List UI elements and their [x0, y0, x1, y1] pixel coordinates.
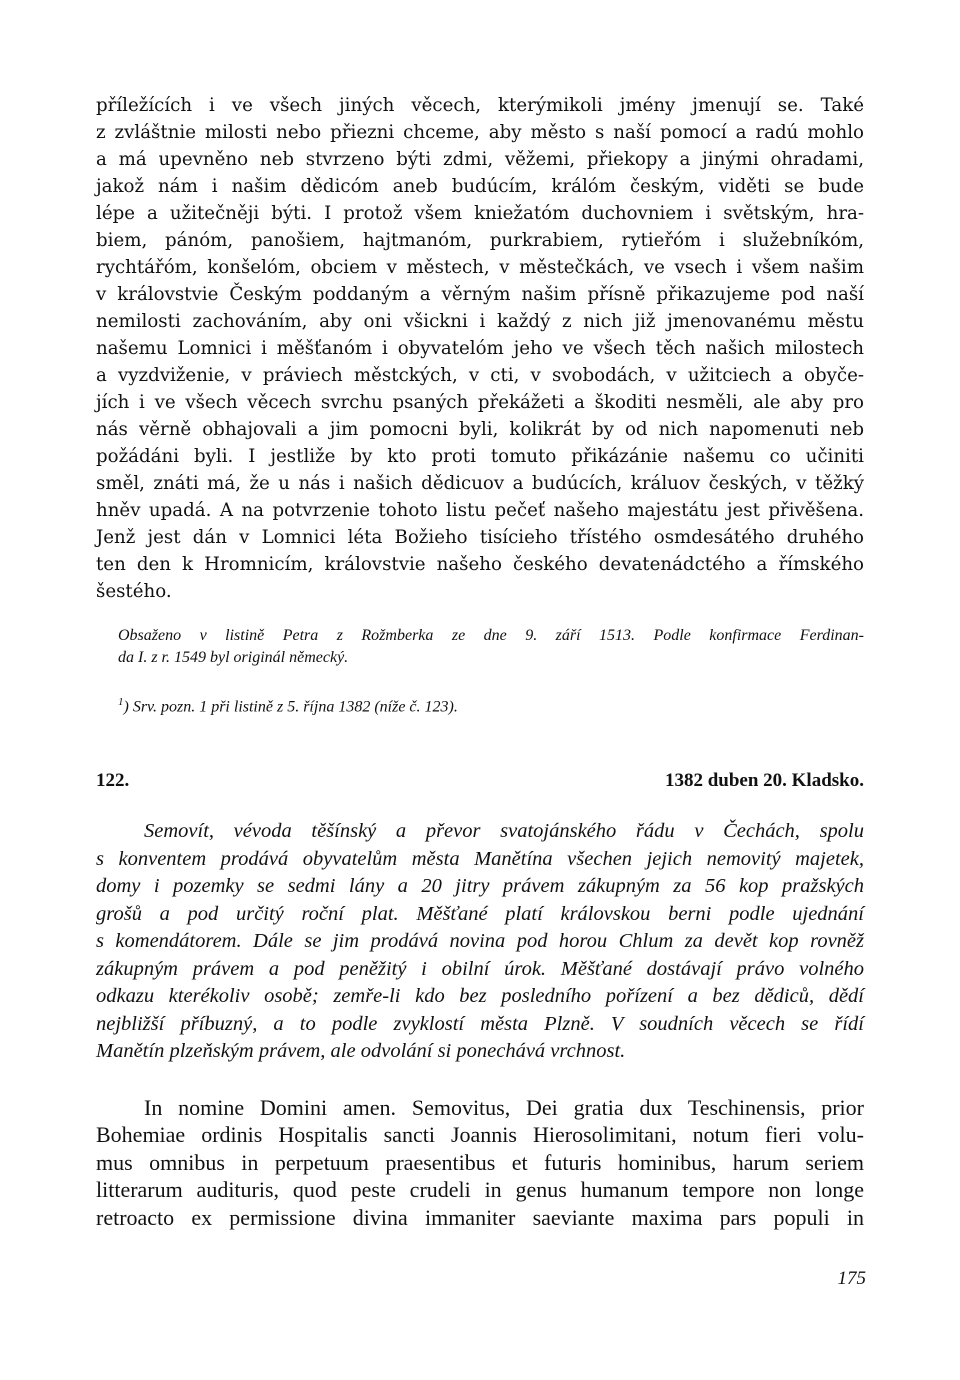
- text-line: jakož nám i našim dědicóm aneb budúcím, králóm českým, viděti se bude: [96, 176, 864, 197]
- document-heading: [96, 770, 864, 792]
- text-line: požádáni byli. I jestliže by kto proti tomuto přikázánie našemu co učiniti: [96, 446, 864, 467]
- text-line: a vyzdviženie, v práviech městckých, v cti, v svobodách, v užitciech a obyče-: [96, 365, 864, 386]
- text-line: biem, pánóm, panošiem, hajtmanóm, purkrabiem, rytieřóm i služebníkóm,: [96, 230, 864, 251]
- document-number: 122.: [96, 770, 130, 792]
- latin-line: Bohemiae ordinis Hospitalis sancti Joannis Hierosolimitani, notum fieri volu-: [96, 1122, 864, 1148]
- latin-charter-text: [96, 1094, 864, 1232]
- text-line: jích i ve všech věcech svrchu psaných překážeti a škoditi nesměli, ale aby pro: [96, 392, 864, 413]
- regest-line: zákupným právem a pod peněžitý i obilní úrok. Měšťané dostávají právo volného: [96, 957, 864, 980]
- note-line: Obsaženo v listině Petra z Rožmberka ze dne 9. září 1513. Podle konfirmace Ferdinan-: [118, 627, 864, 644]
- latin-line: In nomine Domini amen. Semovitus, Dei gratia dux Teschinensis, prior: [144, 1094, 864, 1120]
- text-line: příležících i ve všech jiných věcech, kterýmikoli jmény jmenují se. Také: [96, 95, 864, 116]
- text-line: nás věrně obhajovali a jim pomocni byli, kolikrát by od nich napomenuti neb: [96, 419, 864, 440]
- text-line: z zvláštnie milosti nebo přiezni chceme, aby město s naší pomocí a radú mohlo: [96, 122, 864, 143]
- footnote-text: ) Srv. pozn. 1 při listině z 5. října 1382 (níže č. 123).: [123, 698, 458, 716]
- regest-line: s konventem prodává obyvatelům města Manětína všechen jejich nemovitý majetek,: [96, 847, 864, 870]
- footnote-marker: 1: [118, 696, 124, 708]
- text-line: ten den k Hromnicím, královstvie našeho českého devatenádctého a římského: [96, 554, 864, 575]
- regest: [96, 818, 864, 1066]
- text-line: šestého.: [96, 581, 172, 602]
- text-line: našemu Lomnici i měšťanóm i obyvatelóm jeho ve všech těch našich milostech: [96, 338, 864, 359]
- text-line: rychtářóm, konšelóm, obciem v městech, v městečkách, ve vsech i všem našim: [96, 257, 864, 278]
- latin-line: litterarum audituris, quod peste crudeli in genus humanum tempore non longe: [96, 1177, 864, 1203]
- regest-line: s komendátorem. Dále se jim prodává novina pod horou Chlum za devět kop rovněž: [96, 930, 864, 953]
- regest-line: Semovít, vévoda těšínský a převor svatojánského řádu v Čechách, spolu: [144, 820, 864, 843]
- regest-line: nejbližší příbuzný, a to podle zvyklostí města Plzně. V soudních věcech se řídí: [96, 1012, 864, 1035]
- regest-line: domy i pozemky se sedmi lány a 20 jitry právem zákupným za 56 kop pražských: [96, 875, 864, 898]
- text-line: lépe a užitečněji býti. I protož všem kniežatóm duchovniem i světským, hra-: [96, 203, 864, 224]
- document-date-place: 1382 duben 20. Kladsko.: [664, 770, 864, 792]
- footnote: [118, 691, 864, 718]
- text-line: hněv upadá. A na potvrzenie tohoto listu pečeť našeho majestátu jest přivěšena.: [96, 500, 864, 521]
- text-line: nemilosti zachováním, aby oni všickni i každý z nich již jmenovanému městu: [96, 311, 864, 332]
- text-line: v královstvie Českým poddaným a věrným našim přísně přikazujeme pod naší: [96, 284, 864, 305]
- text-line: směl, znáti má, že u nás i našich dědicuov a budúcích, králuov českých, v těžký: [96, 473, 864, 494]
- source-note: [118, 625, 864, 669]
- page-content: [96, 92, 864, 1231]
- latin-line: retroacto ex permissione divina immaniter saeviante maxima pars populi in: [96, 1204, 864, 1230]
- regest-line: odkazu kterékoliv osobě; zemře-li kdo bez posledního pořízení a bez dědiců, dědí: [96, 985, 864, 1008]
- latin-line: mus omnibus in perpetuum praesentibus et futuris hominibus, harum seriem: [96, 1149, 864, 1175]
- note-line: da I. z r. 1549 byl originál německý.: [118, 649, 349, 666]
- text-line: Jenž jest dán v Lomnici léta Božieho tisícieho třístého osmdesátého druhého: [96, 527, 864, 548]
- czech-charter-text: [96, 92, 864, 605]
- regest-line: Manětín plzeňským právem, ale odvolání si ponechává vrchnost.: [96, 1040, 626, 1063]
- text-line: a má upevněno neb stvrzeno býti zdmi, věžemi, přiekopy a jinými ohradami,: [96, 149, 864, 170]
- regest-line: grošů a pod určitý roční plat. Měšťané platí královskou berni podle ujednání: [96, 902, 864, 925]
- page-number: 175: [837, 1268, 866, 1289]
